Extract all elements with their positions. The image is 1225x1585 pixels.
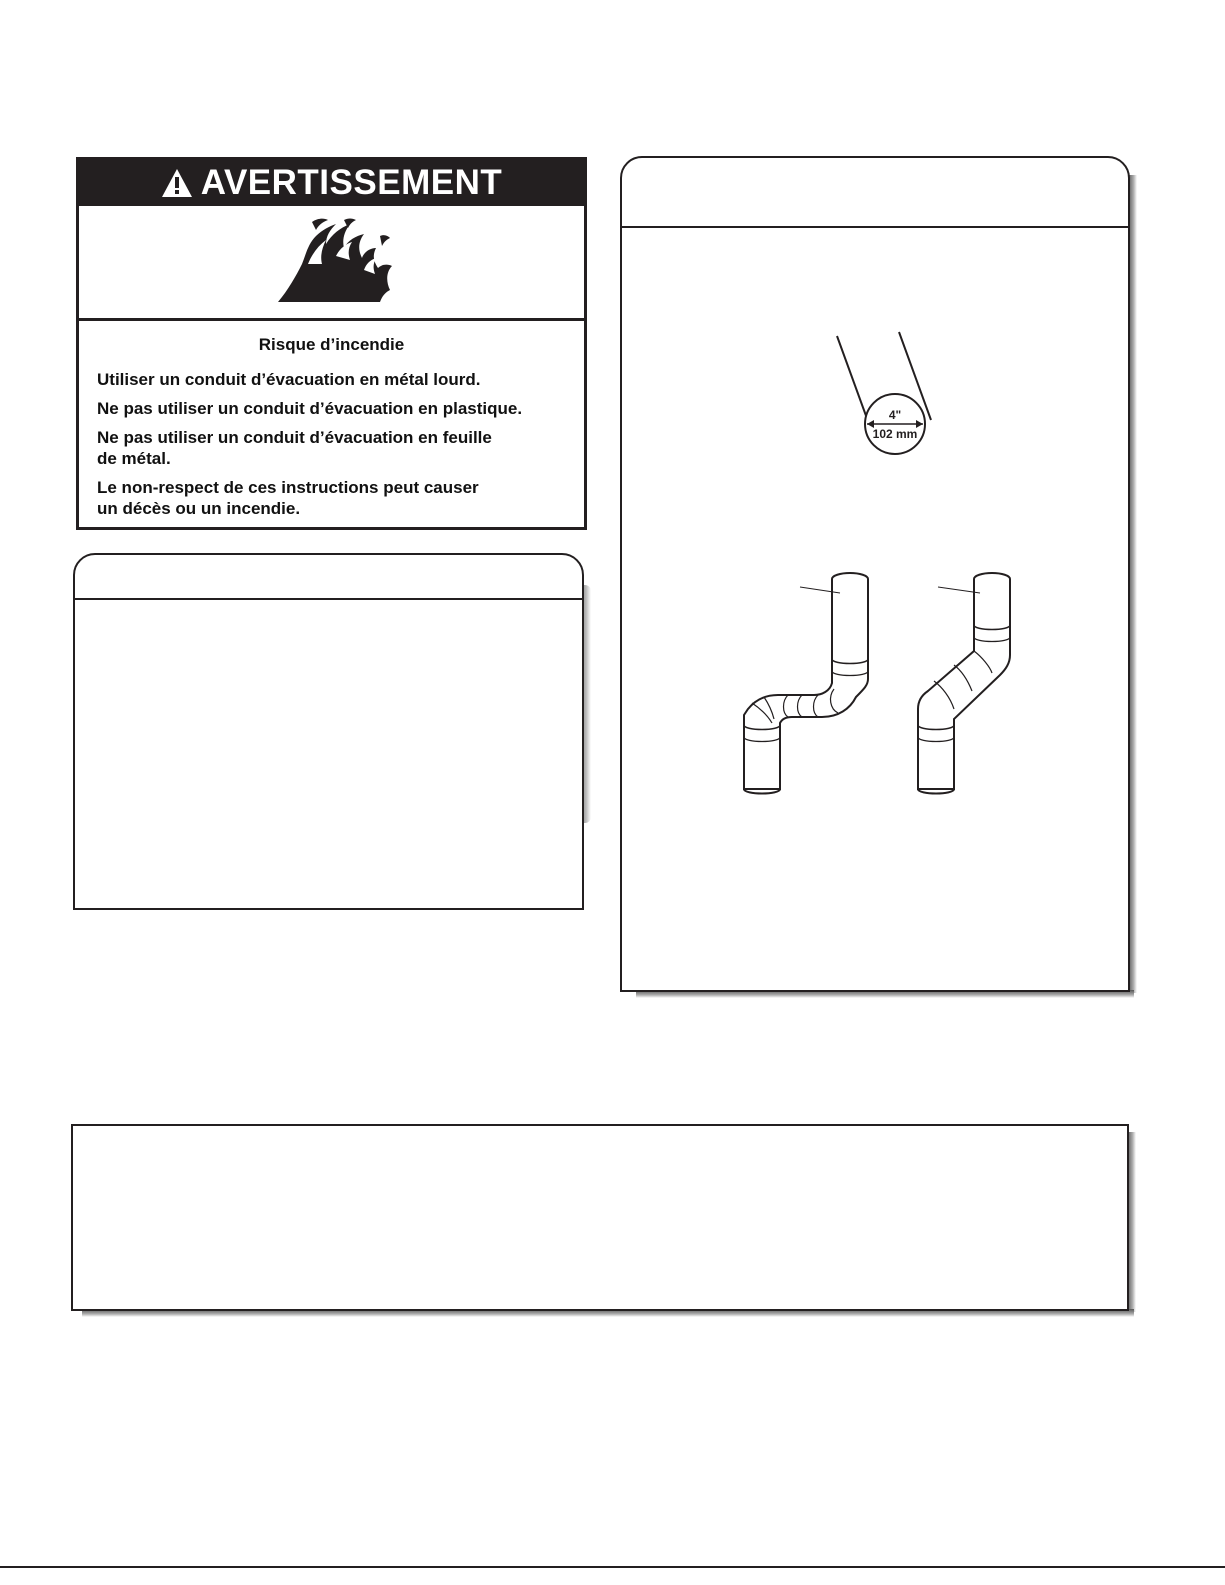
warning-line-1: Utiliser un conduit d’évacuation en métal lourd.	[97, 370, 481, 389]
right-diagram-panel	[620, 156, 1130, 992]
duct-elbow-diagrams	[722, 563, 1032, 798]
fire-icon	[278, 218, 394, 304]
warning-line-4: Le non-respect de ces instructions peut causer un décès ou un incendie.	[97, 478, 479, 518]
warning-triangle-icon	[161, 168, 193, 198]
warning-text	[97, 335, 566, 527]
diameter-inches: 4"	[888, 408, 902, 422]
panel-header-rule	[622, 226, 1128, 228]
diameter-mm: 102 mm	[872, 427, 918, 441]
footer-rule	[0, 1566, 1225, 1568]
bottom-info-panel	[71, 1124, 1129, 1311]
warning-line-2: Ne pas utiliser un conduit d’évacuation en plastique.	[97, 399, 523, 418]
elbow-duct-left	[744, 573, 868, 794]
warning-box	[76, 157, 587, 530]
elbow-duct-right	[918, 573, 1010, 794]
warning-title: AVERTISSEMENT	[200, 163, 503, 202]
hazard-title: Risque d’incendie	[258, 335, 405, 354]
warning-header	[79, 160, 584, 206]
panel-header-rule	[75, 598, 582, 600]
duct-diameter-diagram	[827, 330, 947, 460]
left-info-panel	[73, 553, 584, 910]
warning-line-3: Ne pas utiliser un conduit d’évacuation en feuille de métal.	[97, 428, 492, 468]
hazard-symbol-area	[79, 206, 584, 321]
